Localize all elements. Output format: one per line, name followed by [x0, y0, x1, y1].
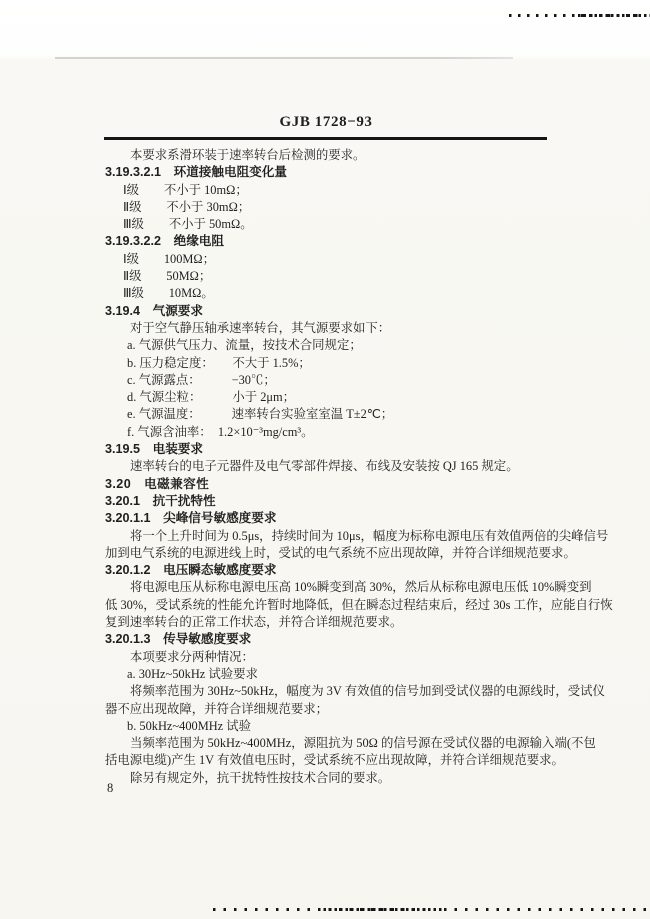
- text-line: b. 50kHz~400MHz 试验: [127, 718, 252, 733]
- text-line: 本要求系滑环装于速率转台后检测的要求。: [130, 148, 366, 162]
- text-line: Ⅱ级 不小于 30mΩ；: [123, 199, 251, 214]
- text-line: 将一个上升时间为 0.5μs，持续时间为 10μs，幅度为标称电源电压有效值两倍的尖峰信号: [130, 528, 609, 543]
- text-line: d. 气源尘粒： 小于 2μm；: [127, 390, 296, 405]
- text-line: Ⅱ级 50MΩ；: [123, 269, 212, 284]
- text-line: 3.20.1.3 传导敏感度要求: [105, 632, 252, 647]
- text-line: Ⅲ级 不小于 50mΩ。: [123, 217, 253, 232]
- text-line: 3.20.1 抗干扰特性: [105, 493, 216, 508]
- text-line: Ⅰ级 100MΩ；: [123, 251, 216, 266]
- page-edge-shadow-line: [55, 57, 513, 59]
- perforation-dots-bottom-dense: [318, 908, 443, 911]
- text-line: 速率转台的电子元器件及电气零部件焊接、布线及安装按 QJ 165 规定。: [130, 459, 519, 474]
- text-line: f. 气源含油率： 1.2×10⁻³mg/cm³。: [127, 424, 314, 439]
- text-line: 3.20.1.1 尖峰信号敏感度要求: [105, 511, 277, 526]
- text-line: 低 30%，受试系统的性能允许暂时地降低，但在瞬态过程结束后，经过 30s 工作，应能自行恢: [105, 597, 613, 612]
- text-line: e. 气源温度： 速率转台实验室室温 T±2℃；: [127, 407, 394, 422]
- text-line: 复到速率转台的正常工作状态，并符合详细规范要求。: [105, 615, 403, 630]
- text-line: 本项要求分两种情况：: [130, 649, 254, 664]
- document-lines: [105, 147, 613, 787]
- text-line: 将电源电压从标称电源电压高 10%瞬变到高 30%，然后从标称电源电压低 10%瞬变到: [130, 580, 592, 595]
- text-line: 3.20 电磁兼容性: [105, 476, 210, 491]
- page-number: 8: [107, 781, 114, 795]
- standard-number-header: GJB 1728−93: [279, 114, 373, 130]
- text-line: a. 30Hz~50kHz 试验要求: [127, 666, 258, 681]
- text-line: a. 气源供气压力、流量，按技术合同规定；: [127, 338, 362, 353]
- text-line: c. 气源露点： −30℃；: [127, 372, 276, 387]
- perforation-dots-top-dense: [578, 14, 650, 17]
- text-line: 将频率范围为 30Hz~50kHz，幅度为 3V 有效值的信号加到受试仪器的电源线时，受试仪: [130, 684, 605, 699]
- text-line: 对于空气静压轴承速率转台，其气源要求如下：: [130, 320, 391, 335]
- header-rule: [104, 137, 547, 140]
- text-line: 3.19.4 气源要求: [105, 303, 203, 318]
- text-line: 3.19.3.2.1 环道接触电阻变化量: [105, 165, 287, 180]
- text-line: 3.20.1.2 电压瞬态敏感度要求: [105, 563, 277, 578]
- text-line: 器不应出现故障，并符合详细规范要求；: [105, 701, 329, 716]
- text-line: b. 压力稳定度： 不大于 1.5%；: [127, 355, 311, 370]
- text-line: 当频率范围为 50kHz~400MHz，源阻抗为 50Ω 的信号源在受试仪器的电源输入端(不包: [130, 736, 596, 751]
- text-line: 括电源电缆)产生 1V 有效值电压时，受试系统不应出现故障，并符合详细规范要求。: [105, 753, 564, 768]
- text-line: 3.19.3.2.2 绝缘电阻: [105, 234, 224, 249]
- text-line: 加到电气系统的电源进线上时，受试的电气系统不应出现故障，并符合详细规范要求。: [105, 545, 576, 560]
- text-line: Ⅲ级 10MΩ。: [123, 286, 214, 301]
- text-line: 3.19.5 电装要求: [105, 442, 203, 457]
- text-line: 除另有规定外，抗干扰特性按技术合同的要求。: [130, 770, 391, 785]
- text-line: Ⅰ级 不小于 10mΩ；: [123, 182, 248, 197]
